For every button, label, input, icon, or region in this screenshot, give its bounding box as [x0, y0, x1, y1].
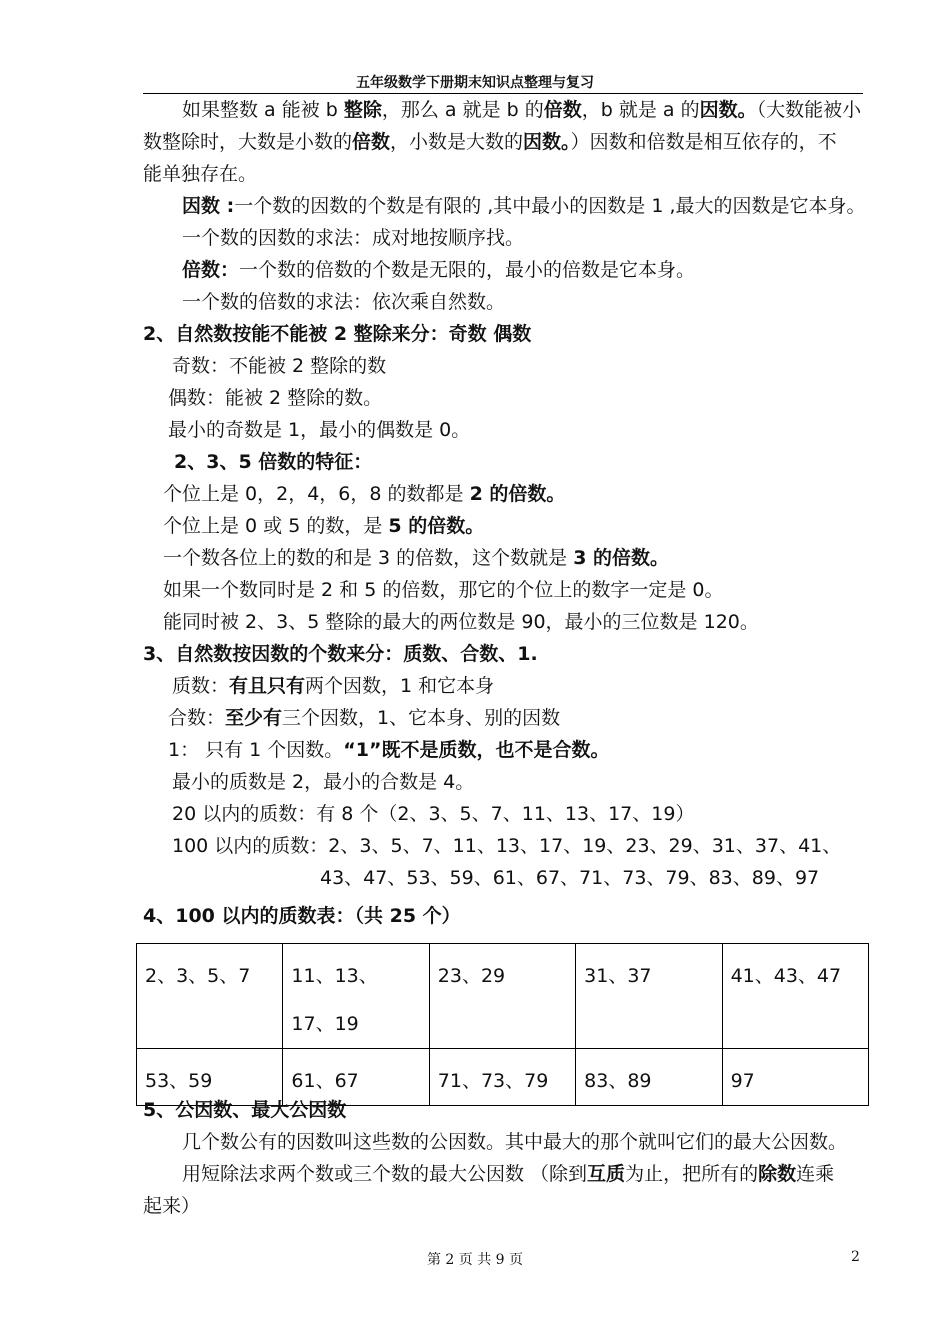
common-factor-definition: 几个数公有的因数叫这些数的公因数。其中最大的那个就叫它们的最大公因数。 — [182, 1131, 848, 1153]
text: 个位上是 0 或 5 的数，是 — [163, 515, 389, 537]
section-3-heading: 3、自然数按因数的个数来分：质数、合数、1. — [143, 643, 538, 665]
bold-text: 2 的倍数。 — [469, 483, 566, 505]
text: 质数： — [172, 675, 230, 697]
table-cell: 31、37 — [576, 944, 722, 1049]
intro-line-1 — [182, 97, 861, 123]
table-cell: 71、73、79 — [429, 1049, 575, 1106]
bold-text: 除数 — [758, 1163, 797, 1185]
text: 个位上是 0，2，4，6，8 的数都是 — [163, 483, 470, 505]
features-heading: 2、3、5 倍数的特征： — [174, 451, 373, 473]
header-title: 五年级数学下册期末知识点整理与复习 — [356, 75, 594, 91]
text: 一个数各位上的数的和是 3 的倍数，这个数就是 — [163, 547, 574, 569]
multiple-label: 倍数： — [182, 259, 240, 281]
header-rule — [143, 93, 863, 94]
footer-page-info: 第 2 页 共 9 页 — [426, 1252, 524, 1268]
text: ）因数和倍数是相互依存的，不 — [570, 131, 837, 153]
primes-within-100-line-2: 43、47、53、59、61、67、71、73、79、83、89、97 — [320, 867, 820, 889]
text: ，小数是大数的 — [390, 131, 524, 153]
smallest-prime-composite: 最小的质数是 2，最小的合数是 4。 — [172, 771, 475, 793]
short-division-method — [182, 1161, 834, 1187]
footer-page-number: 2 — [851, 1249, 860, 1265]
table-cell: 61、67 — [283, 1049, 429, 1106]
bold-text: 因数。 — [523, 131, 571, 153]
text: （大数能被小 — [756, 99, 862, 121]
text: 三个因数，1、它本身、别的因数 — [282, 707, 561, 729]
bold-text: 3 的倍数。 — [573, 547, 670, 569]
composite-definition — [168, 705, 560, 731]
feature-5 — [163, 513, 484, 539]
bold-text: “1”既不是质数，也不是合数。 — [343, 739, 610, 761]
feature-2-and-5: 如果一个数同时是 2 和 5 的倍数，那它的个位上的数字一定是 0。 — [163, 579, 724, 601]
table-cell: 23、29 — [429, 944, 575, 1049]
table-cell: 11、13、17、19 — [283, 944, 429, 1049]
text: 1： 只有 1 个因数。 — [168, 739, 344, 761]
short-division-method-end: 起来） — [143, 1195, 201, 1217]
multiple-definition — [182, 257, 695, 283]
section-2-heading: 2、自然数按能不能被 2 整除来分：奇数 偶数 — [143, 323, 532, 345]
table-cell: 83、89 — [576, 1049, 722, 1106]
section-5-heading: 5、公因数、最大公因数 — [143, 1099, 347, 1121]
text: 两个因数，1 和它本身 — [305, 675, 495, 697]
primes-within-20: 20 以内的质数：有 8 个（2、3、5、7、11、13、17、19） — [172, 803, 695, 825]
table-cell: 53、59 — [137, 1049, 283, 1106]
smallest-odd-even: 最小的奇数是 1，最小的偶数是 0。 — [168, 419, 471, 441]
table-cell: 2、3、5、7 — [137, 944, 283, 1049]
text: ，b 就是 a 的 — [581, 99, 700, 121]
text: 数整除时，大数是小数的 — [143, 131, 353, 153]
text: 如果整数 a 能被 b — [182, 99, 344, 121]
one-definition — [168, 737, 610, 763]
text: ，那么 a 就是 b 的 — [381, 99, 544, 121]
intro-line-3: 能单独存在。 — [143, 163, 258, 185]
text: 一个数的因数的个数是有限的 ,其中最小的因数是 1 ,最大的因数是它本身。 — [234, 195, 866, 217]
bold-text: 整除 — [343, 99, 382, 121]
intro-line-2 — [143, 129, 837, 155]
odd-definition: 奇数：不能被 2 整除的数 — [172, 355, 387, 377]
table-cell: 41、43、47 — [722, 944, 868, 1049]
feature-2-3-5: 能同时被 2、3、5 整除的最大的两位数是 90，最小的三位数是 120。 — [163, 611, 759, 633]
table-row — [137, 944, 869, 1049]
bold-text: 倍数 — [352, 131, 391, 153]
primes-within-100-line-1: 100 以内的质数：2、3、5、7、11、13、17、19、23、29、31、37、41、 — [172, 835, 842, 857]
bold-text: 至少有 — [225, 707, 283, 729]
section-4-heading: 4、100 以内的质数表：（共 25 个） — [143, 905, 461, 927]
bold-text: 倍数 — [543, 99, 582, 121]
factor-method: 一个数的因数的求法：成对地按顺序找。 — [182, 227, 525, 249]
factor-label: 因数 : — [182, 195, 235, 217]
text: 为止，把所有的 — [625, 1163, 759, 1185]
factor-definition — [182, 193, 866, 219]
bold-text: 5 的倍数。 — [388, 515, 485, 537]
bold-text: 有且只有 — [229, 675, 306, 697]
bold-text: 互质 — [587, 1163, 626, 1185]
text: 合数： — [168, 707, 226, 729]
bold-text: 因数。 — [699, 99, 757, 121]
text: 一个数的倍数的个数是无限的，最小的倍数是它本身。 — [239, 259, 696, 281]
feature-3 — [163, 545, 669, 571]
multiple-method: 一个数的倍数的求法：依次乘自然数。 — [182, 291, 506, 313]
feature-2 — [163, 481, 565, 507]
prime-table — [136, 943, 869, 1106]
prime-definition — [172, 673, 494, 699]
text: 连乘 — [796, 1163, 835, 1185]
even-definition: 偶数：能被 2 整除的数。 — [168, 387, 383, 409]
table-cell: 97 — [722, 1049, 868, 1106]
text: 用短除法求两个数或三个数的最大公因数 （除到 — [182, 1163, 588, 1185]
